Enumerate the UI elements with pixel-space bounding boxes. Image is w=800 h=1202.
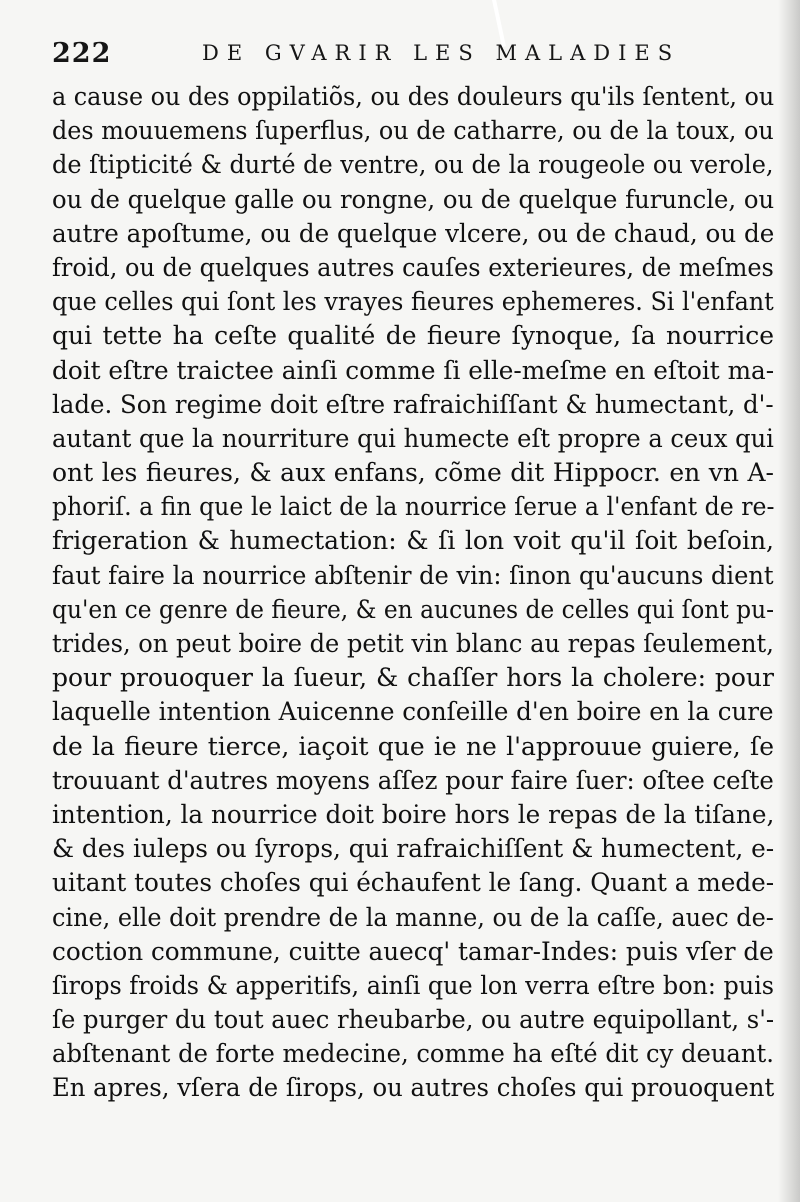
text-line: ſe purger du tout auec rheubarbe, ou autre equipollant, s'- <box>52 1005 775 1035</box>
text-line: uitant toutes choſes qui échaufent le ſang. Quant a mede- <box>52 868 775 898</box>
text-line: autre apoſtume, ou de quelque vlcere, ou de chaud, ou de <box>52 218 775 248</box>
text-line: que celles qui ſont les vrayes fieures ephemeres. Si l'enfant <box>52 287 774 317</box>
scan-shadow <box>778 0 800 1202</box>
text-line: trouuant d'autres moyens aſſez pour faire ſuer: oſtee ceſte <box>52 765 774 795</box>
body-text <box>52 80 774 1106</box>
text-line: a cause ou des oppilatiõs, ou des douleurs qu'ils ſentent, ou <box>52 82 775 111</box>
text-line: ou de quelque galle ou rongne, ou de quelque furuncle, ou <box>52 184 775 214</box>
running-title: DE GVARIR LES MALADIES <box>202 41 681 65</box>
text-line: abſtenant de forte medecine, comme ha eſté dit cy deuant. <box>52 1039 774 1069</box>
text-line: ont les fieures, & aux enfans, cõme dit Hippocr. en vn A- <box>52 458 774 488</box>
running-head <box>52 38 752 78</box>
text-line: ſirops froids & apperitifs, ainſi que lon verra eſtre bon: puis <box>52 970 775 1000</box>
text-line: de la fieure tierce, iaçoit que ie ne l'approuue guiere, ſe <box>52 731 774 761</box>
text-line: cine, elle doit prendre de la manne, ou de la caſſe, auec de- <box>52 902 774 932</box>
text-line: pour prouoquer la ſueur, & chaſſer hors la cholere: pour <box>52 663 774 693</box>
text-line: de ſtipticité & durté de ventre, ou de la rougeole ou verole, <box>52 150 774 180</box>
text-line: coction commune, cuitte auecq' tamar-Indes: puis vſer de <box>52 936 774 966</box>
text-line: des mouuemens ſuperflus, ou de catharre, ou de la toux, ou <box>52 116 774 146</box>
text-line: intention, la nourrice doit boire hors le repas de la tiſane, <box>52 799 775 829</box>
text-line: frigeration & humectation: & ſi lon voit qu'il ſoit beſoin, <box>52 526 774 556</box>
text-line: qu'en ce genre de fieure, & en aucunes de celles qui ſont pu- <box>52 594 775 624</box>
text-line: trides, on peut boire de petit vin blanc au repas ſeulement, <box>52 629 774 658</box>
text-line: & des iuleps ou ſyrops, qui rafraichiſſent & humectent, e- <box>52 834 775 864</box>
text-line: phoriſ. a fin que le laict de la nourrice ſerue a l'enfant de re- <box>52 492 775 522</box>
text-line: qui tette ha ceſte qualité de fieure ſynoque, ſa nourrice <box>52 321 774 351</box>
text-line: faut faire la nourrice abſtenir de vin: ſinon qu'aucuns dient <box>52 560 774 590</box>
text-line: laquelle intention Auicenne conſeille d'en boire en la cure <box>52 697 774 727</box>
text-line: lade. Son regime doit eſtre rafraichiſſant & humectant, d'- <box>52 389 774 419</box>
text-line: En apres, vſera de ſirops, ou autres choſes qui prouoquent <box>52 1073 775 1103</box>
text-line: doit eſtre traictee ainſi comme ſi elle-meſme en eſtoit ma- <box>52 355 775 385</box>
text-line: froid, ou de quelques autres cauſes exterieures, de meſmes <box>52 252 774 282</box>
page-number: 222 <box>52 38 112 69</box>
text-line: autant que la nourriture qui humecte eſt propre a ceux qui <box>52 423 774 453</box>
